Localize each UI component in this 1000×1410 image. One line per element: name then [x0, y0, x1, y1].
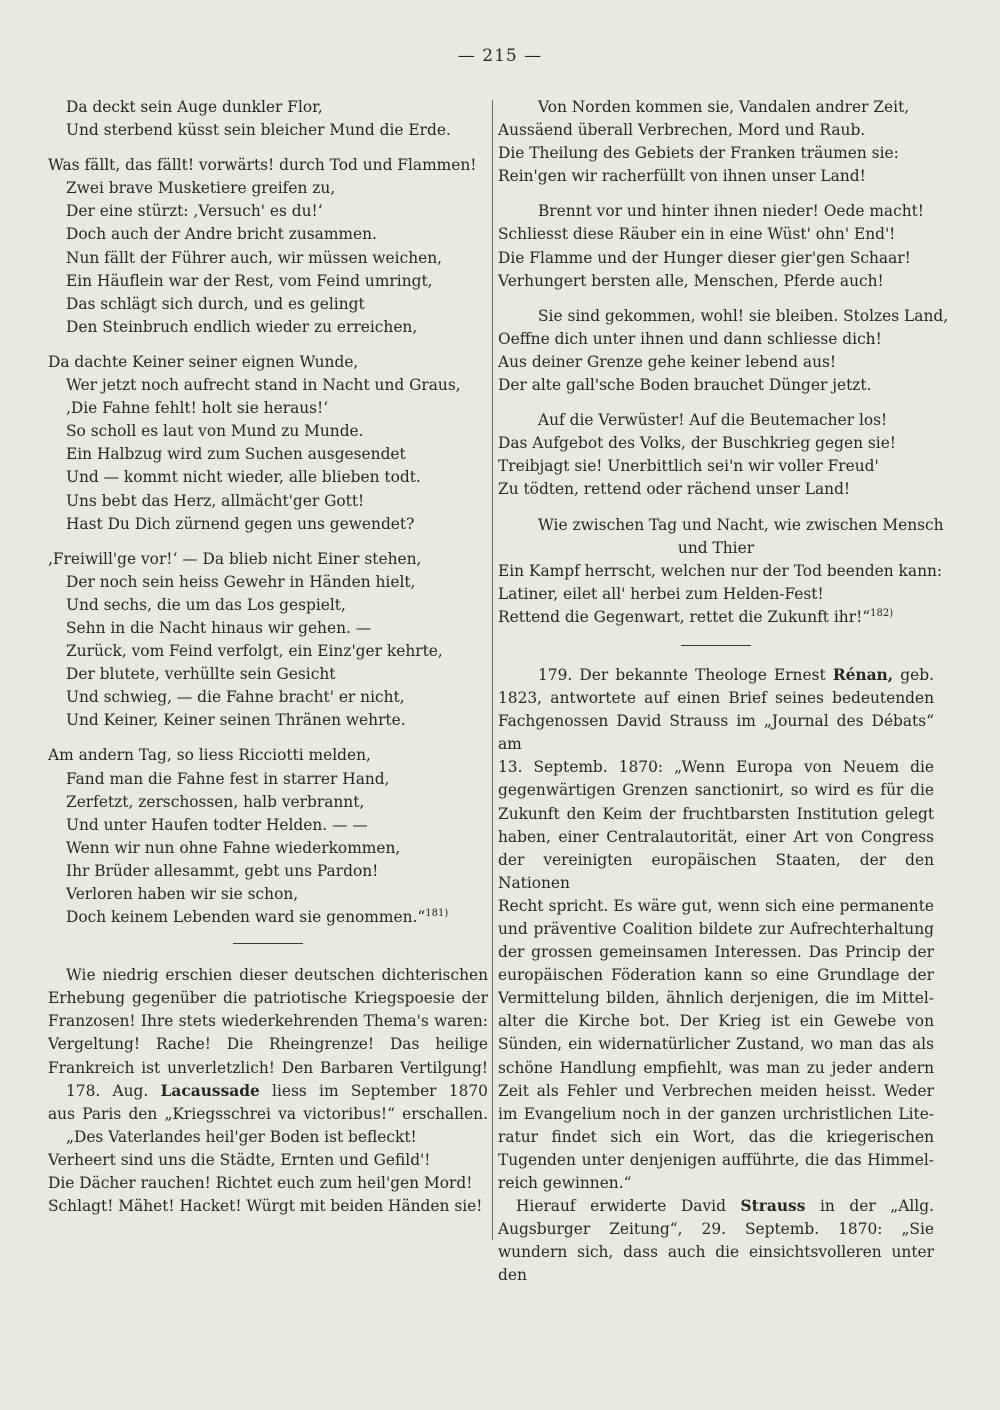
poem-stanza	[48, 96, 488, 142]
poem-line: Ein Halbzug wird zum Suchen ausgesendet	[66, 445, 406, 464]
poem-line: Wie zwischen Tag und Nacht, wie zwischen Mensch	[538, 515, 944, 534]
poem-line: und Thier	[677, 538, 755, 557]
poem-stanza	[498, 409, 934, 501]
poem-line: Schlagt! Mähet! Hacket! Würgt mit beiden Händen sie!	[48, 1197, 483, 1216]
text-fragment: Hierauf erwiderte David	[516, 1197, 726, 1216]
poem-line: Das schlägt sich durch, und es gelingt	[66, 294, 365, 313]
poem-stanza	[498, 200, 934, 292]
text-line: ratur findet sich ein Wort, das die kriegerischen	[498, 1127, 934, 1146]
poem-line: Was fällt, das fällt! vorwärts! durch Tod und Flammen!	[48, 156, 477, 175]
poem-stanza	[48, 548, 488, 733]
poem-line: Der blutete, verhüllte sein Gesicht	[66, 665, 336, 684]
poem-line: Und — kommt nicht wieder, alle blieben todt.	[66, 468, 421, 487]
text-line: Recht spricht. Es wäre gut, wenn sich eine permanente	[498, 896, 934, 915]
poem-line: Nun fällt der Führer auch, wir müssen weichen,	[66, 248, 443, 267]
poem-stanza	[48, 154, 488, 339]
poem-line	[498, 606, 934, 629]
paragraph-178	[48, 1080, 488, 1219]
poem-line: Hast Du Dich zürnend gegen uns gewendet?	[66, 514, 415, 533]
text-line: aus Paris den „Kriegsschrei va victoribus!“ erschallen.	[48, 1104, 488, 1123]
poem-line: Verloren haben wir sie schon,	[66, 885, 299, 903]
text-fragment: 179. Der bekannte Theologe Ernest	[538, 665, 826, 684]
section-rule	[233, 943, 303, 944]
text-line	[498, 664, 934, 687]
poem-line: Uns bebt das Herz, allmächt'ger Gott!	[66, 491, 365, 510]
text-line: Fachgenossen David Strauss im „Journal des Débats“ am	[498, 712, 934, 754]
person-name: Rénan,	[832, 665, 894, 684]
poem-line: Fand man die Fahne fest in starrer Hand,	[66, 769, 390, 788]
poem-line: Da deckt sein Auge dunkler Flor,	[66, 98, 323, 116]
poem-line: Zerfetzt, zerschossen, halb verbrannt,	[66, 792, 365, 811]
text-line: wundern sich, dass auch die einsichtsvolleren unter den	[498, 1243, 934, 1285]
poem-line: ‚Die Fahne fehlt! holt sie heraus!‘	[66, 399, 329, 418]
poem-line: Da dachte Keiner seiner eignen Wunde,	[48, 352, 359, 371]
text-line: der grossen gemeinsamen Interessen. Das Princip der	[498, 943, 934, 962]
poem-line: Verhungert bersten alle, Menschen, Pferde auch!	[498, 271, 884, 290]
text-line: europäischen Föderation kann so eine Grundlage der	[498, 966, 934, 985]
poem-line: Zurück, vom Feind verfolgt, ein Einz'ger kehrte,	[66, 642, 443, 661]
poem-line: ‚Freiwill'ge vor!‘ — Da blieb nicht Einer stehen,	[48, 549, 422, 568]
text-line: Zeit als Fehler und Verbrechen meiden heisst. Weder	[498, 1081, 934, 1100]
poem-line: Brennt vor und hinter ihnen nieder! Oede macht!	[538, 202, 924, 221]
left-column	[48, 96, 488, 1218]
text-line: und präventive Coalition bildete zur Aufrechterhaltung	[498, 920, 934, 938]
text-line: Frankreich ist unverletzlich! Den Barbaren Vertilgung!	[48, 1058, 488, 1077]
poem-line: Die Dächer rauchen! Richtet euch zum heil'gen Mord!	[48, 1174, 473, 1193]
poem-line: Das Aufgebot des Volks, der Buschkrieg gegen sie!	[498, 434, 896, 453]
poem-line: Ein Kampf herrscht, welchen nur der Tod beenden kann:	[498, 561, 943, 580]
poem-line: Der noch sein heiss Gewehr in Händen hielt,	[66, 572, 416, 591]
text-line: Tugenden unter denjenigen aufführte, die das Himmel-	[498, 1150, 934, 1169]
poem-line: Die Theilung des Gebiets der Franken träumen sie:	[498, 144, 899, 163]
poem-line: Ihr Brüder allesammt, gebt uns Pardon!	[66, 861, 379, 880]
person-name: Lacaussade	[160, 1081, 260, 1100]
poem-line: Treibjagt sie! Unerbittlich sei'n wir voller Freud'	[498, 457, 879, 476]
poem-line: Aus deiner Grenze gehe keiner lebend aus!	[498, 352, 837, 371]
text-line: im Evangelium noch in der ganzen urchristlichen Lite-	[498, 1104, 934, 1123]
text-line: Sünden, ein widernatürlicher Zustand, wo man das als	[498, 1035, 934, 1054]
poem-line: Und schwieg, — die Fahne bracht' er nicht,	[66, 688, 405, 707]
text-line: Vermittelung bilden, ähnlich derjenigen, die im Mittel-	[498, 989, 934, 1008]
person-name: Strauss	[740, 1197, 806, 1216]
poem-line: Und sterbend küsst sein bleicher Mund die Erde.	[66, 121, 451, 140]
poem-line: „Des Vaterlandes heil'ger Boden ist befleckt!	[66, 1127, 417, 1146]
paragraph-number: 178. Aug.	[66, 1081, 149, 1100]
poem-line: Schliesst diese Räuber ein in eine Wüst' ohn' End'!	[498, 225, 896, 244]
section-rule	[681, 645, 751, 646]
poem-line: Aussäend überall Verbrechen, Mord und Raub.	[498, 121, 866, 140]
poem-line: Latiner, eilet all' herbei zum Helden-Fest!	[498, 584, 824, 603]
column-divider	[492, 100, 493, 1240]
text-fragment: liess im September 1870	[272, 1081, 488, 1100]
poem-line: Wer jetzt noch aufrecht stand in Nacht und Graus,	[66, 376, 461, 395]
text-fragment: in der „Allg.	[819, 1197, 934, 1216]
poem-line: Der eine stürzt: ‚Versuch' es du!‘	[66, 202, 323, 221]
right-column	[498, 96, 949, 1288]
poem-line: Sehn in die Nacht hinaus wir gehen. —	[66, 618, 372, 637]
text-line: Vergeltung! Rache! Die Rheingrenze! Das heilige	[48, 1035, 488, 1054]
poem-line: Am andern Tag, so liess Ricciotti melden,	[48, 746, 371, 765]
poem-stanza	[498, 96, 934, 188]
poem-line: Rein'gen wir racherfüllt von ihnen unser Land!	[498, 167, 866, 186]
poem-line: So scholl es laut von Mund zu Munde.	[66, 422, 364, 441]
poem-line: Den Steinbruch endlich wieder zu erreichen,	[66, 317, 418, 336]
poem-stanza	[48, 744, 488, 929]
poem-line: Wenn wir nun ohne Fahne wiederkommen,	[66, 838, 401, 857]
text-line: haben, einer Centralautorität, einer Art von Congress	[498, 827, 934, 846]
poem-line: Und Keiner, Keiner seinen Thränen wehrte.	[66, 711, 406, 730]
poem-line: Der alte gall'sche Boden brauchet Dünger jetzt.	[498, 376, 872, 395]
poem-line: Zu tödten, rettend oder rächend unser Land!	[498, 480, 851, 499]
poem-line: Und unter Haufen todter Helden. — —	[66, 815, 368, 834]
text-line: 1823, antwortete auf einen Brief seines bedeutenden	[498, 689, 934, 708]
paragraph-strauss	[498, 1195, 934, 1287]
poem-line: Auf die Verwüster! Auf die Beutemacher los!	[538, 411, 888, 430]
text-line: Franzosen! Ihre stets wiederkehrenden Thema's waren:	[48, 1012, 488, 1031]
text-line	[48, 1080, 488, 1103]
footnote-ref: 182)	[870, 607, 894, 619]
poem-line: Sie sind gekommen, wohl! sie bleiben. Stolzes Land,	[538, 306, 949, 325]
text-line: Augsburger Zeitung“, 29. Septemb. 1870: „Sie	[498, 1220, 934, 1239]
poem-line: Zwei brave Musketiere greifen zu,	[66, 179, 336, 198]
text-line: der vereinigten europäischen Staaten, der den Nationen	[498, 850, 934, 892]
poem-line-text: Rettend die Gegenwart, rettet die Zukunft ihr!“	[498, 607, 871, 626]
poem-line: Ein Häuflein war der Rest, vom Feind umringt,	[66, 271, 433, 290]
poem-stanza	[48, 351, 488, 536]
text-line: Wie niedrig erschien dieser deutschen dichterischen	[66, 966, 488, 985]
poem-line: Von Norden kommen sie, Vandalen andrer Zeit,	[538, 98, 910, 116]
paragraph-179	[498, 664, 934, 1195]
poem-line: Und sechs, die um das Los gespielt,	[66, 595, 346, 614]
text-line: reich gewinnen.“	[498, 1174, 632, 1193]
text-line	[498, 1195, 934, 1218]
text-line: Erhebung gegenüber die patriotische Kriegspoesie der	[48, 989, 488, 1008]
poem-stanza	[498, 305, 949, 397]
text-line: schöne Handlung empfiehlt, was man zu jeder andern	[498, 1058, 934, 1077]
poem-line-text: Doch keinem Lebenden ward sie genommen.“	[66, 908, 426, 927]
prose-paragraph	[48, 964, 488, 1079]
poem-line: Die Flamme und der Hunger dieser gier'gen Schaar!	[498, 248, 911, 267]
footnote-ref: 181)	[425, 907, 449, 919]
text-fragment: geb.	[900, 665, 934, 684]
text-line: alter die Kirche bot. Der Krieg ist ein Gewebe von	[498, 1012, 934, 1031]
poem-line: Oeffne dich unter ihnen und dann schliesse dich!	[498, 329, 882, 348]
poem-stanza	[498, 514, 944, 629]
poem-line: Doch auch der Andre bricht zusammen.	[66, 225, 377, 244]
text-line: gegenwärtigen Grenzen sanctionirt, so wird es für die	[498, 781, 934, 800]
text-line: Zukunft den Keim der fruchtbarsten Institution gelegt	[498, 804, 934, 823]
poem-line: Verheert sind uns die Städte, Ernten und Gefild'!	[48, 1150, 431, 1169]
text-line: 13. Septemb. 1870: „Wenn Europa von Neuem die	[498, 758, 934, 777]
page-number: — 215 —	[457, 46, 543, 66]
poem-line	[48, 906, 488, 929]
